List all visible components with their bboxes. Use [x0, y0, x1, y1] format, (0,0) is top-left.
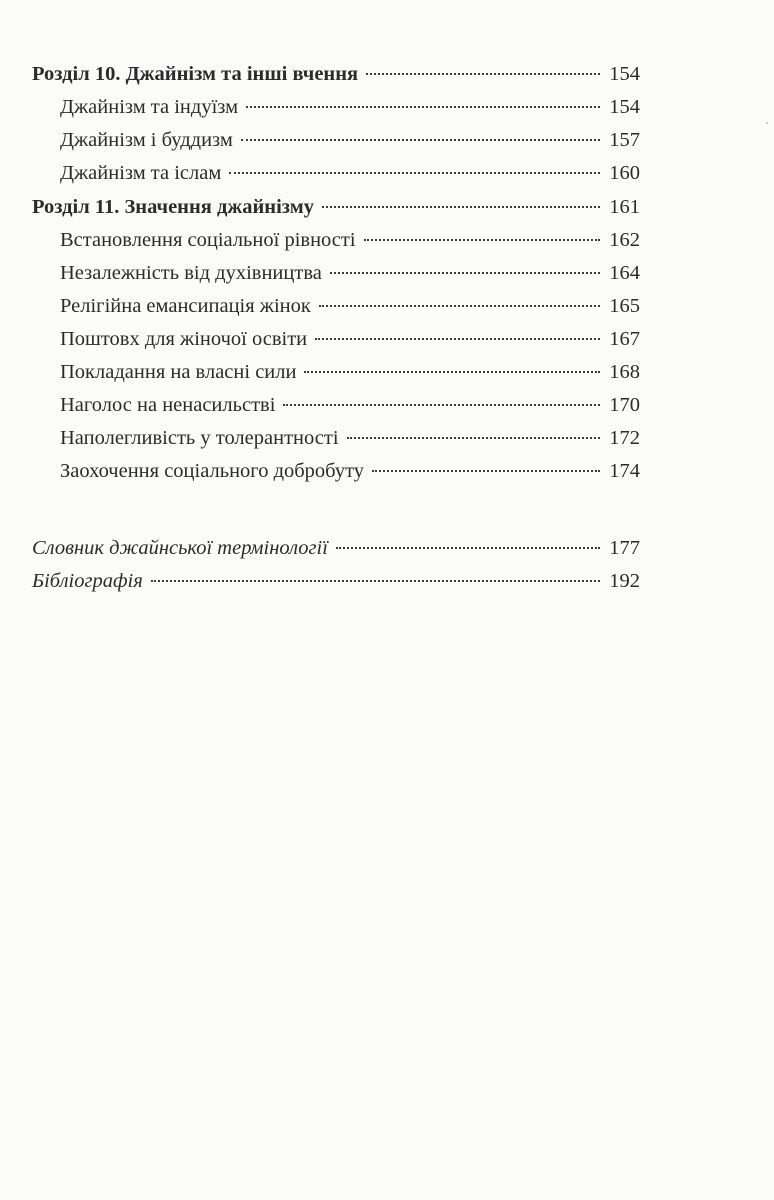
toc-section [32, 91, 640, 124]
toc-section [32, 290, 640, 323]
dot-leader [315, 338, 600, 340]
dot-leader [366, 73, 600, 75]
toc-entry-page: 168 [609, 361, 640, 383]
toc-entry-page: 172 [609, 427, 640, 449]
dot-leader [347, 437, 601, 439]
toc-entry-page: 174 [609, 460, 640, 482]
dot-leader [151, 580, 601, 582]
toc-section [32, 124, 640, 157]
toc-entry-title: Джайнізм та іслам [60, 162, 222, 184]
toc-entry-title: Джайнізм і буддизм [60, 129, 233, 151]
toc-section [32, 323, 640, 356]
toc-entry-page: 154 [609, 63, 640, 85]
dot-leader [241, 139, 600, 141]
dot-leader [283, 404, 600, 406]
dot-leader [319, 305, 600, 307]
toc-section [32, 157, 640, 190]
toc-entry-page: 167 [609, 328, 640, 350]
toc-chapter-10 [32, 58, 640, 91]
toc-entry-title: Розділ 11. Значення джайнізму [32, 196, 314, 218]
toc-glossary [32, 532, 640, 565]
toc-section [32, 455, 640, 488]
toc-section [32, 257, 640, 290]
toc-section [32, 356, 640, 389]
dot-leader [322, 206, 600, 208]
dot-leader [336, 547, 600, 549]
toc-entry-page: 170 [609, 394, 640, 416]
toc-entry-title: Джайнізм та індуїзм [60, 96, 239, 118]
toc-entry-title: Наголос на ненасильстві [60, 394, 276, 416]
toc-entry-title: Словник джайнської термінології [32, 537, 328, 559]
dot-leader [364, 239, 601, 241]
toc-section [32, 389, 640, 422]
toc-entry-page: 177 [609, 537, 640, 559]
toc-entry-page: 164 [609, 262, 640, 284]
dot-leader [229, 172, 600, 174]
paper-speck [766, 122, 768, 124]
toc-entry-title: Наполегливість у толерантності [60, 427, 339, 449]
toc-entry-title: Розділ 10. Джайнізм та інші вчення [32, 63, 359, 85]
toc-bibliography [32, 565, 640, 598]
toc-entry-title: Релігійна емансипація жінок [60, 295, 311, 317]
toc-section [32, 224, 640, 257]
toc-entry-page: 160 [609, 162, 640, 184]
section-spacer [32, 488, 640, 532]
toc-entry-page: 165 [609, 295, 640, 317]
dot-leader [246, 106, 600, 108]
toc-entry-page: 161 [609, 196, 640, 218]
toc-section [32, 422, 640, 455]
toc-entry-title: Заохочення соціального добробуту [60, 460, 365, 482]
toc-entry-title: Незалежність від духівництва [60, 262, 322, 284]
toc-entry-page: 192 [609, 570, 640, 592]
toc-entry-page: 162 [609, 229, 640, 251]
toc-entry-title: Встановлення соціальної рівності [60, 229, 356, 251]
toc-entry-title: Бібліографія [32, 570, 143, 592]
dot-leader [372, 470, 600, 472]
toc-chapter-11 [32, 191, 640, 224]
table-of-contents [32, 58, 640, 598]
dot-leader [330, 272, 600, 274]
toc-entry-title: Покладання на власні сили [60, 361, 297, 383]
toc-entry-page: 154 [609, 96, 640, 118]
toc-entry-page: 157 [609, 129, 640, 151]
dot-leader [304, 371, 600, 373]
toc-entry-title: Поштовх для жіночої освіти [60, 328, 308, 350]
